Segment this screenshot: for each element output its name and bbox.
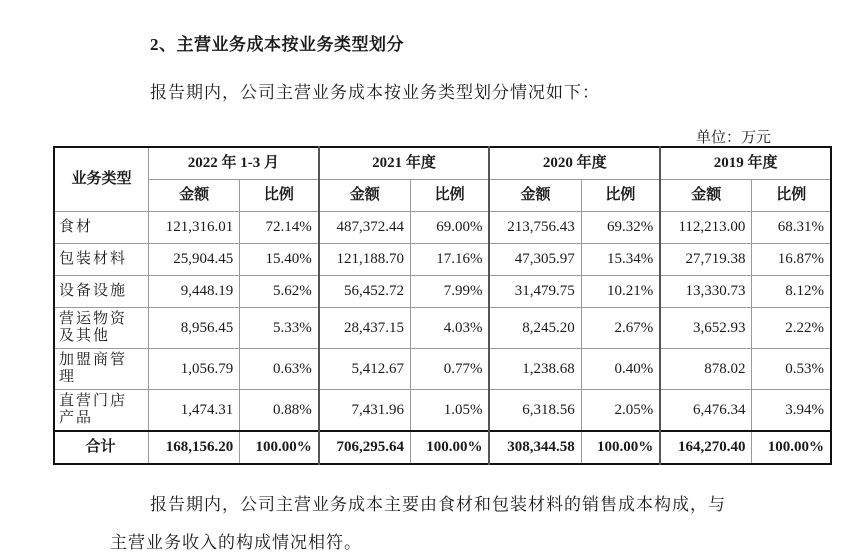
row-category: 加盟商管理: [54, 349, 149, 390]
ratio-header: 比例: [752, 180, 831, 212]
conclusion-paragraph-line1: 报告期内，公司主营业务成本主要由食材和包装材料的销售成本构成，与: [150, 495, 726, 514]
amount-cell: 1,056.79: [149, 349, 240, 390]
ratio-cell: 0.88%: [240, 390, 319, 432]
amount-cell: 8,245.20: [489, 308, 581, 349]
ratio-cell: 15.40%: [240, 244, 319, 276]
amount-cell: 112,213.00: [660, 212, 752, 244]
ratio-cell: 72.14%: [240, 212, 319, 244]
row-category: 包装材料: [54, 244, 149, 276]
amount-cell: 5,412.67: [319, 349, 411, 390]
row-category: 营运物资及其他: [54, 308, 149, 349]
period-header-2019: 2019 年度: [660, 147, 831, 180]
amount-cell: 213,756.43: [489, 212, 581, 244]
total-label: 合计: [54, 431, 149, 464]
table-row: [54, 349, 831, 390]
ratio-cell: 0.63%: [240, 349, 319, 390]
row-category: 食材: [54, 212, 149, 244]
amount-cell: 13,330.73: [660, 276, 752, 308]
amount-cell: 9,448.19: [149, 276, 240, 308]
ratio-cell: 7.99%: [410, 276, 489, 308]
period-header-2020: 2020 年度: [489, 147, 660, 180]
period-header-2021: 2021 年度: [319, 147, 490, 180]
amount-cell: 7,431.96: [319, 390, 411, 432]
amount-header: 金额: [149, 180, 240, 212]
amount-header: 金额: [660, 180, 752, 212]
ratio-header: 比例: [240, 180, 319, 212]
amount-cell: 47,305.97: [489, 244, 581, 276]
sub-header-row: [54, 180, 831, 212]
row-category: 直营门店产品: [54, 390, 149, 432]
total-amount-cell: 308,344.58: [489, 431, 581, 464]
total-ratio-cell: 100.00%: [581, 431, 660, 464]
ratio-cell: 2.22%: [752, 308, 831, 349]
amount-cell: 1,474.31: [149, 390, 240, 432]
ratio-cell: 8.12%: [752, 276, 831, 308]
ratio-cell: 5.33%: [240, 308, 319, 349]
ratio-cell: 5.62%: [240, 276, 319, 308]
ratio-cell: 0.40%: [581, 349, 660, 390]
period-header-2022q1: 2022 年 1-3 月: [149, 147, 319, 180]
total-ratio-cell: 100.00%: [240, 431, 319, 464]
amount-cell: 56,452.72: [319, 276, 411, 308]
category-header: 业务类型: [54, 147, 149, 212]
ratio-cell: 1.05%: [410, 390, 489, 432]
total-ratio-cell: 100.00%: [752, 431, 831, 464]
amount-cell: 878.02: [660, 349, 752, 390]
amount-cell: 27,719.38: [660, 244, 752, 276]
ratio-header: 比例: [581, 180, 660, 212]
period-header-row: [54, 147, 831, 180]
total-amount-cell: 164,270.40: [660, 431, 752, 464]
amount-cell: 6,476.34: [660, 390, 752, 432]
table-row: [54, 212, 831, 244]
amount-cell: 25,904.45: [149, 244, 240, 276]
amount-cell: 31,479.75: [489, 276, 581, 308]
ratio-cell: 0.77%: [410, 349, 489, 390]
intro-paragraph: 报告期内，公司主营业务成本按业务类型划分情况如下：: [150, 83, 600, 102]
ratio-cell: 2.67%: [581, 308, 660, 349]
amount-header: 金额: [319, 180, 411, 212]
ratio-header: 比例: [410, 180, 489, 212]
amount-cell: 121,188.70: [319, 244, 411, 276]
ratio-cell: 4.03%: [410, 308, 489, 349]
amount-cell: 6,318.56: [489, 390, 581, 432]
section-heading: 2、主营业务成本按业务类型划分: [150, 35, 404, 54]
total-amount-cell: 168,156.20: [149, 431, 240, 464]
cost-by-business-type-table: [53, 146, 832, 465]
amount-cell: 8,956.45: [149, 308, 240, 349]
ratio-cell: 69.00%: [410, 212, 489, 244]
amount-cell: 1,238.68: [489, 349, 581, 390]
ratio-cell: 68.31%: [752, 212, 831, 244]
amount-cell: 3,652.93: [660, 308, 752, 349]
table-row: [54, 308, 831, 349]
total-row: [54, 431, 831, 464]
conclusion-paragraph-line2: 主营业务收入的构成情况相符。: [110, 533, 362, 552]
ratio-cell: 17.16%: [410, 244, 489, 276]
table-row: [54, 276, 831, 308]
total-ratio-cell: 100.00%: [410, 431, 489, 464]
table-row: [54, 244, 831, 276]
ratio-cell: 69.32%: [581, 212, 660, 244]
unit-label: 单位：万元: [696, 130, 772, 146]
ratio-cell: 10.21%: [581, 276, 660, 308]
ratio-cell: 3.94%: [752, 390, 831, 432]
total-amount-cell: 706,295.64: [319, 431, 411, 464]
table-row: [54, 390, 831, 432]
ratio-cell: 2.05%: [581, 390, 660, 432]
amount-header: 金额: [489, 180, 581, 212]
row-category: 设备设施: [54, 276, 149, 308]
amount-cell: 487,372.44: [319, 212, 411, 244]
ratio-cell: 15.34%: [581, 244, 660, 276]
ratio-cell: 16.87%: [752, 244, 831, 276]
amount-cell: 28,437.15: [319, 308, 411, 349]
ratio-cell: 0.53%: [752, 349, 831, 390]
amount-cell: 121,316.01: [149, 212, 240, 244]
